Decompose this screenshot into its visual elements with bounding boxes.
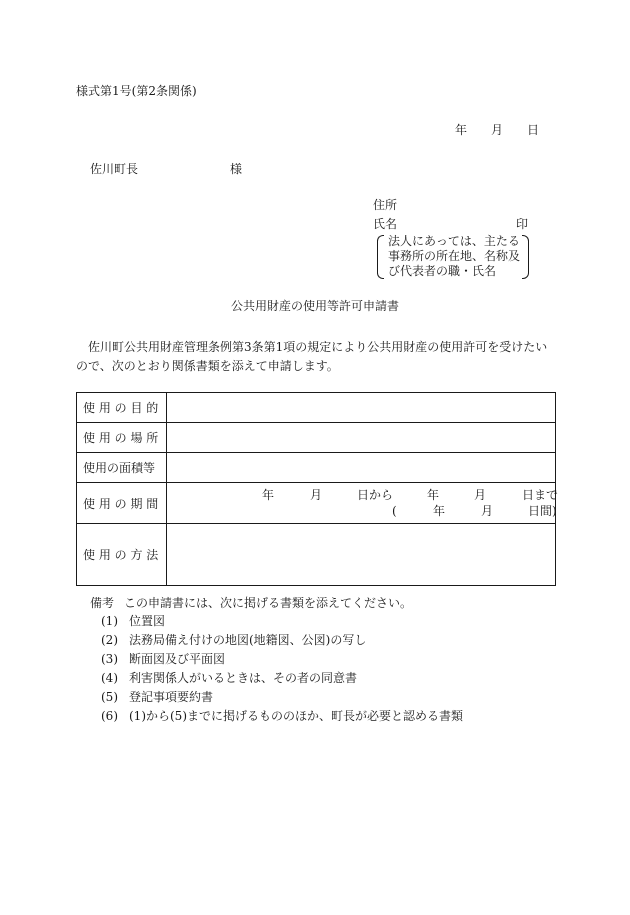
name-label: 氏名 xyxy=(373,217,398,231)
duration-open-paren: ( xyxy=(392,503,397,518)
notes-intro: この申請書には、次に掲げる書類を添えてください。 xyxy=(124,596,413,610)
duration-months: 月 xyxy=(481,503,494,518)
addressee-honorific: 様 xyxy=(230,162,243,176)
period-field[interactable] xyxy=(167,483,559,524)
intro-paragraph xyxy=(76,338,556,376)
table-row xyxy=(77,453,556,483)
addressee xyxy=(90,162,242,176)
area-field[interactable] xyxy=(167,453,556,483)
list-item-number: (1) xyxy=(101,614,118,628)
list-item-text: 断面図及び平面図 xyxy=(129,652,226,666)
notes-heading: 備考 xyxy=(90,596,115,610)
row-label-location: 使 用 の 場 所 xyxy=(77,423,167,453)
list-item-text: 法務局備え付けの地図(地籍図、公図)の写し xyxy=(129,633,367,647)
duration-years: 年 xyxy=(433,503,446,518)
list-item-text: (1)から(5)までに掲げるもののほか、町長が必要と認める書類 xyxy=(129,709,463,723)
list-item-number: (5) xyxy=(101,690,118,704)
period-start-month: 月 xyxy=(310,487,323,502)
method-field[interactable] xyxy=(167,524,556,586)
date-line xyxy=(455,123,539,137)
notes-heading-line xyxy=(90,596,412,610)
corporate-note-line: 事務所の所在地、名称及 xyxy=(388,249,521,263)
left-bracket xyxy=(377,235,384,279)
list-item-text: 位置図 xyxy=(129,614,166,628)
row-label-period: 使 用 の 期 間 xyxy=(77,483,167,524)
list-item-number: (3) xyxy=(101,652,118,666)
list-item-number: (4) xyxy=(101,671,118,685)
row-label-method: 使 用 の 方 法 xyxy=(77,524,167,586)
row-label-purpose: 使 用 の 目 的 xyxy=(77,393,167,423)
corporate-note-line: び代表者の職・氏名 xyxy=(388,264,497,278)
intro-text: 佐川町公共用財産管理条例第3条第1項の規定により公共用財産の使用許可を受けたいので、次のとおり関係書類を添えて申請します。 xyxy=(76,340,548,373)
purpose-field[interactable] xyxy=(167,393,556,423)
period-end-month: 月 xyxy=(474,487,487,502)
table-row xyxy=(77,423,556,453)
period-end-year: 年 xyxy=(427,487,440,502)
corporate-note-line: 法人にあっては、主たる xyxy=(388,234,520,248)
form-number: 様式第1号(第2条関係) xyxy=(76,84,197,98)
list-item-text: 登記事項要約書 xyxy=(129,690,214,704)
row-label-area: 使用の面積等 xyxy=(77,453,167,483)
duration-days: 日間) xyxy=(528,503,557,518)
right-bracket xyxy=(522,235,529,279)
address-label: 住所 xyxy=(373,198,398,212)
list-item-text: 利害関係人がいるときは、その者の同意書 xyxy=(129,671,358,685)
list-item-number: (6) xyxy=(101,709,118,723)
date-day: 日 xyxy=(527,123,540,137)
date-month: 月 xyxy=(491,123,504,137)
seal-mark: 印 xyxy=(516,217,529,231)
period-end-day: 日まで xyxy=(522,487,559,502)
table-row xyxy=(77,524,556,586)
corporate-note xyxy=(377,234,529,280)
period-start-day: 日から xyxy=(357,487,394,502)
list-item-number: (2) xyxy=(101,633,118,647)
table-row xyxy=(77,393,556,423)
table-row xyxy=(77,483,556,524)
addressee-title: 佐川町長 xyxy=(90,162,139,176)
application-table xyxy=(76,392,559,586)
location-field[interactable] xyxy=(167,423,556,453)
document-title: 公共用財産の使用等許可申請書 xyxy=(230,299,399,313)
date-year: 年 xyxy=(455,123,468,137)
period-start-year: 年 xyxy=(262,487,275,502)
